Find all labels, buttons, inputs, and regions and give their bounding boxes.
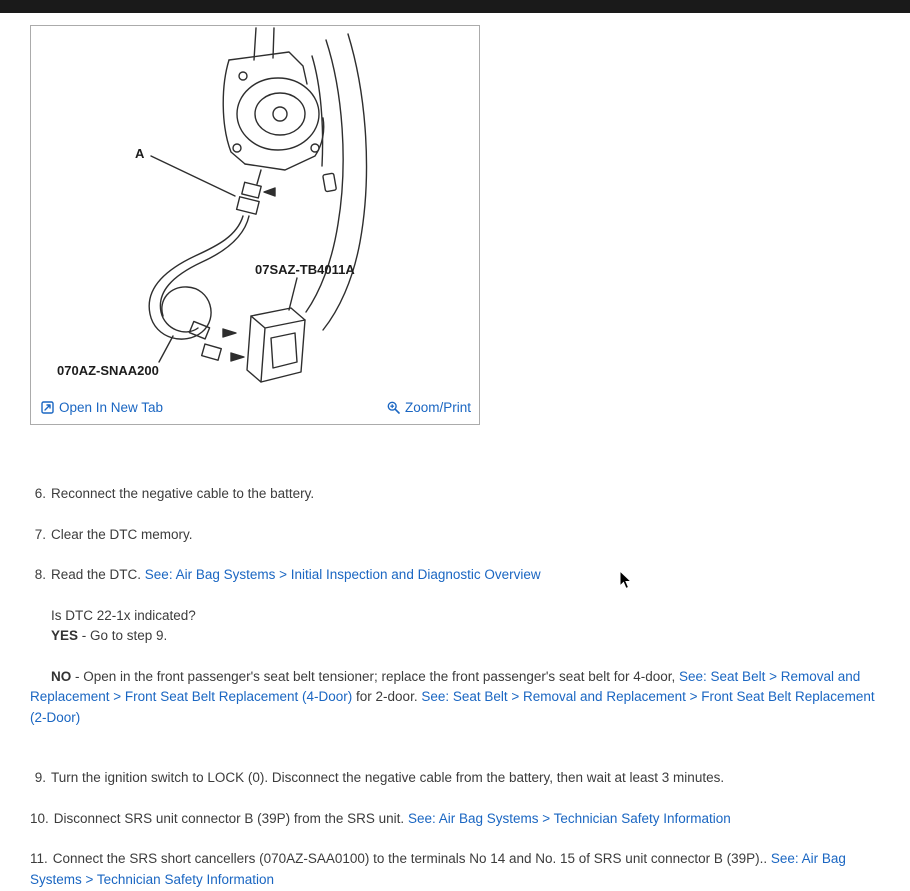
step-6-number: 6.: [34, 486, 46, 501]
yes-label: YES: [51, 628, 79, 643]
harness-diagram: [31, 26, 479, 394]
step-8-number: 8.: [34, 567, 46, 582]
no-text-2: for 2-door.: [352, 689, 422, 704]
step-10-text: Disconnect SRS unit connector B (39P) from the SRS unit.: [53, 810, 408, 826]
step-10: [30, 809, 888, 830]
link-initial-inspection-overview[interactable]: See: Air Bag Systems > Initial Inspection and Diagnostic Overview: [144, 567, 541, 582]
step-9-text: Turn the ignition switch to LOCK (0). Disconnect the negative cable from the battery, then wait at least 3 minutes.: [51, 770, 725, 785]
step-9-number: 9.: [34, 770, 46, 785]
zoom-icon: [387, 401, 400, 414]
step-7-number: 7.: [34, 526, 46, 542]
answer-no: [30, 667, 888, 729]
link-technician-safety-info-2[interactable]: See: Air Bag Systems > Technician Safety Information: [30, 851, 846, 887]
step-10-number: 10.: [30, 810, 49, 826]
mouse-cursor: [619, 570, 633, 590]
figure-label-a: A: [135, 146, 145, 161]
step-11-number: 11.: [30, 851, 48, 866]
step-11-text: Connect the SRS short cancellers (070AZ-SAA0100) to the terminals No 14 and No. 15 of SRS unit connector B (39P)..: [52, 851, 771, 866]
figure-label-part-top: 07SAZ-TB4011A: [255, 262, 355, 277]
no-label: NO: [51, 668, 72, 684]
answer-yes: [30, 626, 888, 647]
step-6: [30, 484, 888, 505]
link-technician-safety-info-1[interactable]: See: Air Bag Systems > Technician Safety Information: [407, 810, 731, 826]
figure-panel: [30, 25, 480, 425]
open-in-new-tab-icon: [41, 401, 54, 414]
open-in-new-tab-label: Open In New Tab: [59, 399, 164, 415]
step-8-text: Read the DTC.: [51, 567, 145, 582]
yes-text: - Go to step 9.: [78, 628, 168, 643]
step-6-text: Reconnect the negative cable to the battery.: [51, 486, 315, 501]
link-seat-belt-replacement-4door[interactable]: See: Seat Belt > Removal and Replacement > Front Seat Belt Replacement (4-Door): [30, 668, 861, 704]
step-8: [30, 565, 888, 586]
dtc-question: Is DTC 22-1x indicated?: [51, 607, 196, 623]
step-7: [30, 525, 888, 546]
window-top-bar: [0, 0, 910, 13]
zoom-print-label: Zoom/Print: [404, 399, 471, 415]
figure-label-part-bottom: 070AZ-SNAA200: [57, 363, 159, 378]
step-7-text: Clear the DTC memory.: [51, 526, 193, 542]
instructions: [30, 484, 888, 890]
step-11: [30, 849, 888, 890]
step-9: [30, 768, 888, 789]
zoom-print-button[interactable]: [387, 400, 471, 415]
open-in-new-tab-button[interactable]: [41, 400, 163, 415]
link-seat-belt-replacement-2door[interactable]: See: Seat Belt > Removal and Replacement > Front Seat Belt Replacement (2-Door): [30, 689, 875, 725]
figure-toolbar: [31, 394, 479, 424]
page-content: [0, 13, 910, 890]
no-text-1: - Open in the front passenger's seat belt tensioner; replace the front passenger's seat belt for 4-door,: [71, 668, 680, 684]
